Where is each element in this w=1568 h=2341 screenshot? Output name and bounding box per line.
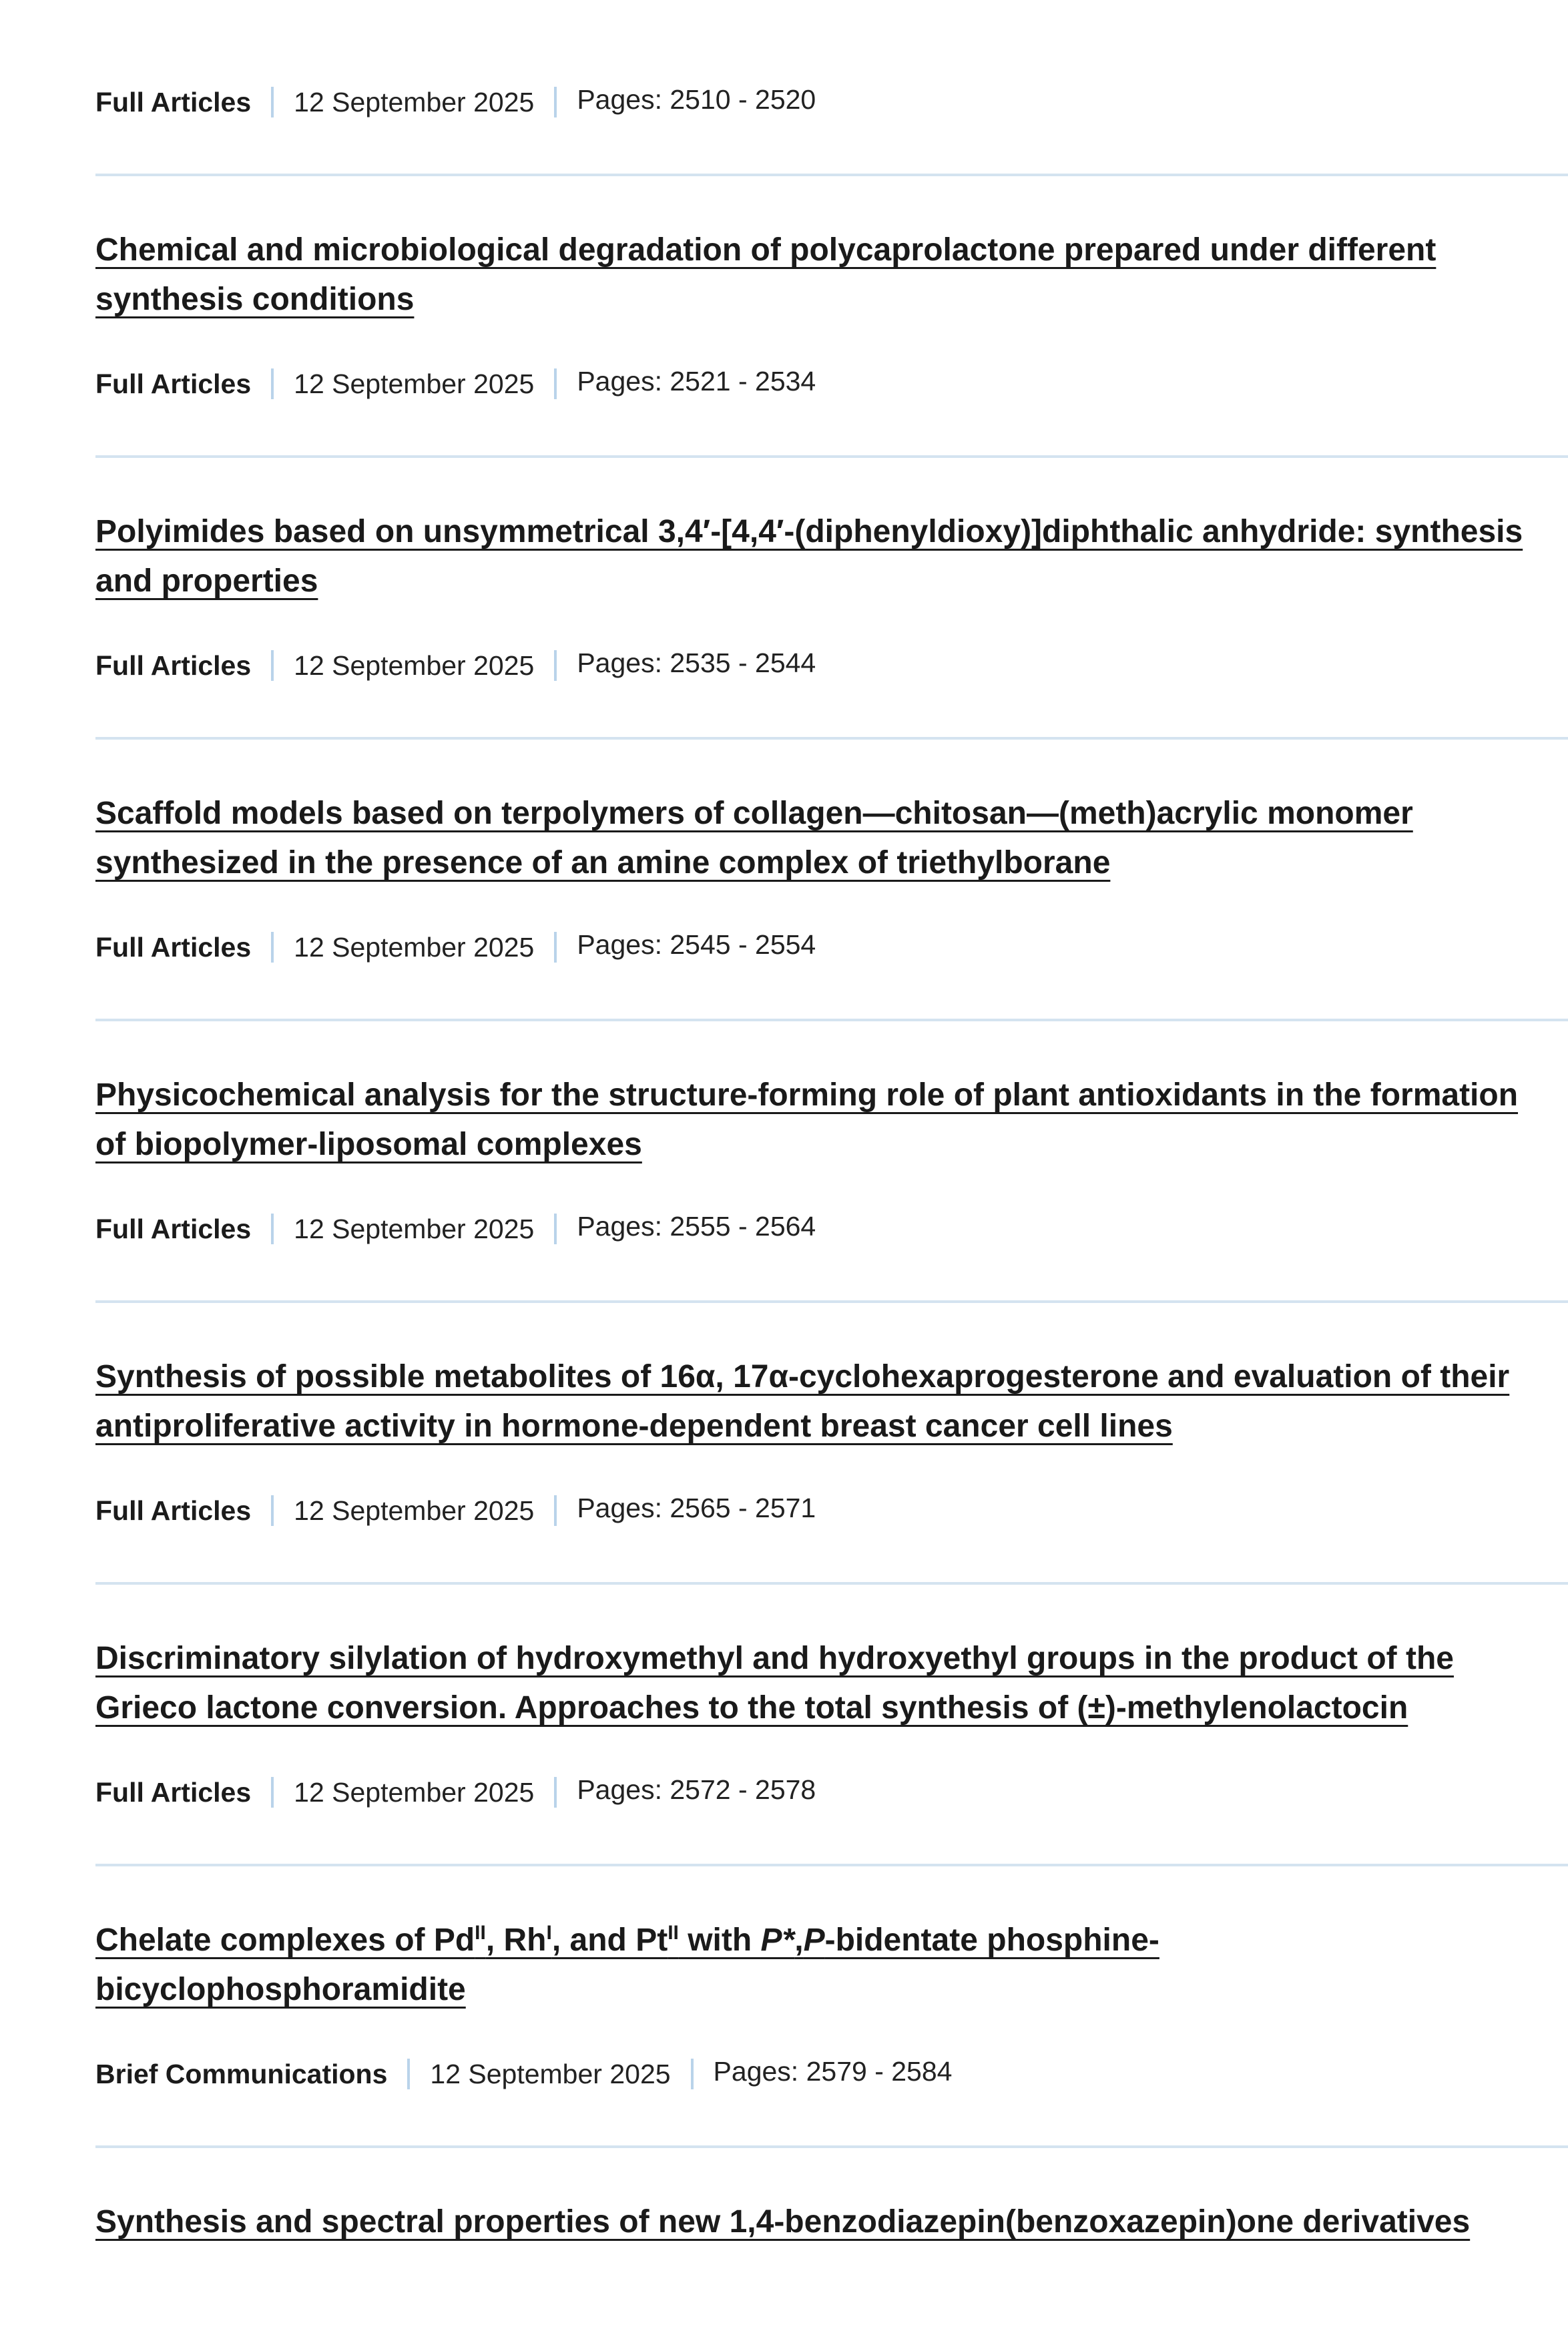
separator [95, 2145, 1568, 2148]
article-meta [95, 367, 1568, 401]
article-meta [95, 1212, 1568, 1246]
article-pages: Pages: 2579 - 2584 [713, 2056, 953, 2087]
article-date: 12 September 2025 [294, 1777, 535, 1808]
article-title-link[interactable]: Chemical and microbiological degradation of polycaprolactone prepared under different synthesis conditions [95, 232, 1436, 317]
divider-bar [271, 1777, 274, 1808]
divider-bar [691, 2059, 694, 2089]
divider-bar [271, 87, 274, 117]
article-meta [95, 931, 1568, 964]
article-title-link[interactable]: Synthesis of possible metabolites of 16α, 17α-cyclohexaprogesterone and evaluation of their antiproliferative activity in hormone-dependent breast cancer cell lines [95, 1359, 1510, 1444]
article-date: 12 September 2025 [294, 1214, 535, 1244]
article-pages: Pages: 2555 - 2564 [577, 1211, 816, 1242]
article-type[interactable]: Full Articles [95, 1777, 252, 1808]
separator [95, 455, 1568, 458]
divider-bar [271, 1495, 274, 1526]
divider-bar [271, 932, 274, 963]
article-pages: Pages: 2572 - 2578 [577, 1774, 816, 1805]
separator [95, 737, 1568, 740]
article-title-link[interactable]: Scaffold models based on terpolymers of collagen—chitosan—(meth)acrylic monomer synthesized in the presence of an amine complex of triethylborane [95, 796, 1413, 880]
article-title-link[interactable]: Polyimides based on unsymmetrical 3,4′-[4,4′-(diphenyldioxy)]diphthalic anhydride: synthesis and properties [95, 514, 1523, 599]
article-pages: Pages: 2565 - 2571 [577, 1493, 816, 1523]
article-item [95, 2197, 1568, 2247]
divider-bar [271, 1214, 274, 1244]
article-date: 12 September 2025 [294, 1495, 535, 1526]
separator [95, 1582, 1568, 1585]
article-pages: Pages: 2510 - 2520 [577, 84, 816, 115]
article-item [95, 1071, 1568, 1169]
article-date: 12 September 2025 [430, 2059, 671, 2089]
article-title-link[interactable]: Physicochemical analysis for the structure-forming role of plant antioxidants in the formation of biopolymer-liposomal complexes [95, 1077, 1519, 1162]
article-meta [95, 2057, 1568, 2091]
article-title [95, 507, 1524, 606]
divider-bar [554, 932, 557, 963]
article-item [95, 226, 1568, 324]
article-item [95, 1916, 1568, 2015]
article-item [95, 1352, 1568, 1451]
article-meta [95, 85, 1568, 119]
article-title-link[interactable]: Synthesis and spectral properties of new 1,4-benzodiazepin(benzoxazepin)one derivatives [95, 2204, 1471, 2240]
article-meta [95, 649, 1568, 682]
article-pages: Pages: 2521 - 2534 [577, 366, 816, 397]
article-item [95, 789, 1568, 888]
article-type[interactable]: Full Articles [95, 932, 252, 963]
article-title [95, 226, 1524, 324]
divider-bar [271, 650, 274, 681]
article-title [95, 1352, 1524, 1451]
separator [95, 1864, 1568, 1866]
divider-bar [554, 87, 557, 117]
article-title [95, 789, 1524, 888]
article-title [95, 1634, 1524, 1733]
article-title [95, 1071, 1524, 1169]
article-type[interactable]: Full Articles [95, 1495, 252, 1526]
article-date: 12 September 2025 [294, 368, 535, 399]
separator [95, 174, 1568, 176]
article-date: 12 September 2025 [294, 650, 535, 681]
article-meta [95, 1494, 1568, 1527]
article-title-link[interactable]: Discriminatory silylation of hydroxymethyl and hydroxyethyl groups in the product of the Grieco lactone conversion. Approaches to the total synthesis of (±)-methylenolactocin [95, 1641, 1454, 1726]
divider-bar [554, 1495, 557, 1526]
article-date: 12 September 2025 [294, 932, 535, 963]
separator [95, 1019, 1568, 1021]
article-type[interactable]: Full Articles [95, 1214, 252, 1244]
divider-bar [407, 2059, 410, 2089]
article-item [95, 1634, 1568, 1733]
separator [95, 1300, 1568, 1303]
article-date: 12 September 2025 [294, 87, 535, 117]
divider-bar [554, 1214, 557, 1244]
article-item [95, 507, 1568, 606]
divider-bar [271, 368, 274, 399]
article-meta [95, 1776, 1568, 1809]
article-type[interactable]: Full Articles [95, 87, 252, 117]
article-type[interactable]: Full Articles [95, 650, 252, 681]
article-title [95, 1916, 1524, 2015]
article-type[interactable]: Full Articles [95, 368, 252, 399]
divider-bar [554, 368, 557, 399]
article-pages: Pages: 2545 - 2554 [577, 929, 816, 960]
divider-bar [554, 1777, 557, 1808]
article-pages: Pages: 2535 - 2544 [577, 647, 816, 678]
article-type[interactable]: Brief Communications [95, 2059, 388, 2089]
article-title [95, 2197, 1524, 2247]
divider-bar [554, 650, 557, 681]
article-title-link[interactable]: Chelate complexes of $Pd^{II}$, $Rh^I$, and $Pt^{II}$ with P*,P-bidentate phosphine-bicyclophosphoramidite [95, 1922, 1159, 2007]
